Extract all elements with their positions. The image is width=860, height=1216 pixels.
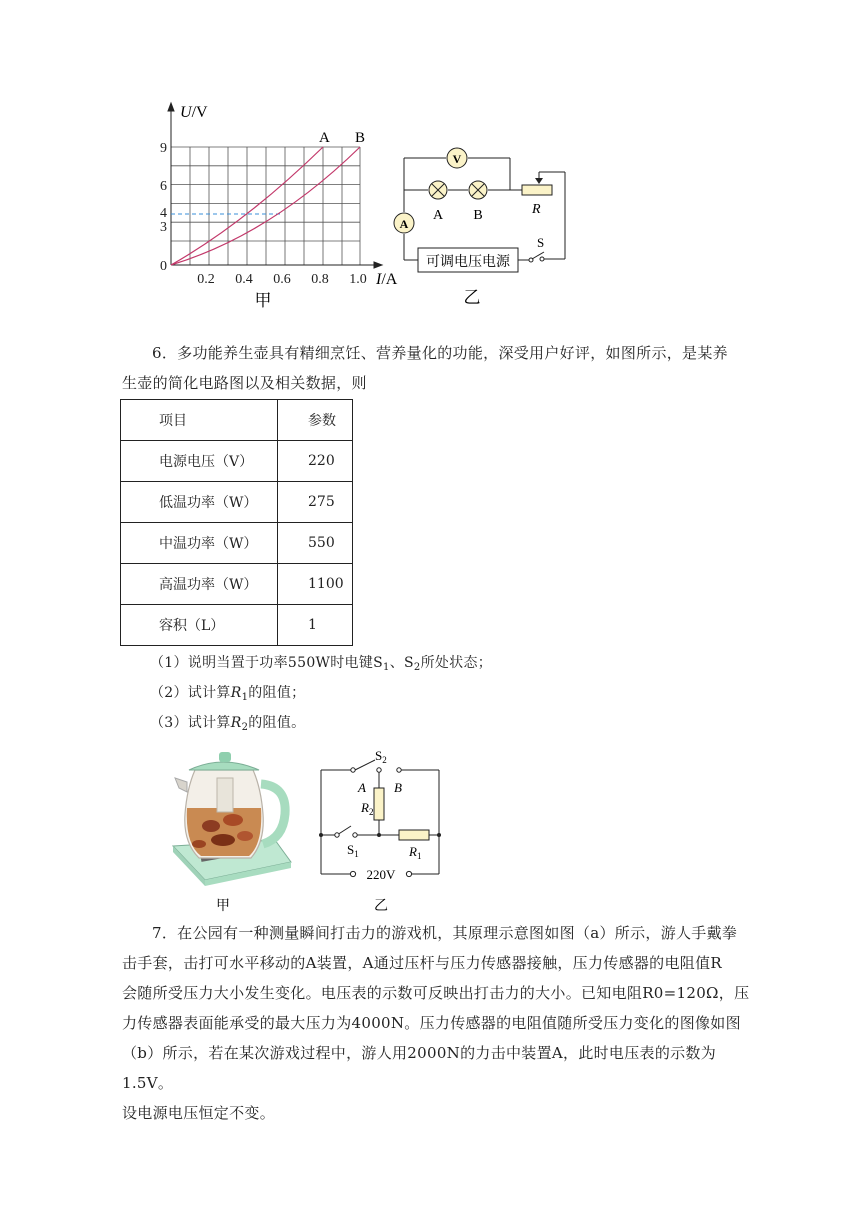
- power-source-label: 可调电压电源: [426, 255, 510, 270]
- svg-text:U/V: [180, 104, 208, 121]
- rheostat-label: R: [532, 202, 541, 217]
- ui-graph-figure: [150, 95, 430, 315]
- resistor-r2-icon: [374, 788, 384, 820]
- table-cell: 容积（L）: [121, 605, 278, 646]
- ui-circuit-figure-top: [392, 140, 582, 315]
- kettle-circuit: [315, 748, 455, 913]
- y-tick-6: 6: [160, 179, 167, 194]
- r2-label: R: [361, 800, 369, 815]
- y-tick-0: 0: [160, 259, 167, 274]
- lamp-a-label: A: [432, 208, 444, 223]
- s1-label: S: [347, 842, 355, 857]
- table-header-row: [121, 400, 353, 441]
- kettle-circuit-caption: 乙: [374, 899, 388, 913]
- point-a-label: A: [358, 780, 366, 795]
- resistor-r1-icon: [399, 830, 429, 840]
- problem7-line-1: 7．在公园有一种测量瞬间打击力的游戏机，其原理示意图如图（a）所示，游人手戴拳: [152, 924, 738, 942]
- problem6-question-1: （1）说明当置于功率550W时电键$S_1$、$S_2$所处状态；: [150, 655, 493, 673]
- problem7-line-5: （b）所示，若在某次游戏过程中，游人用2000N的力击中装置A，此时电压表的示数为1.5V。: [122, 1044, 717, 1092]
- table-row: [121, 605, 353, 646]
- table-cell: 1100: [278, 564, 353, 605]
- x-axis-label-unit: /A: [381, 271, 398, 288]
- spec-table: [120, 399, 353, 646]
- problem6-intro: 6．多功能养生壶具有精细烹饪、营养量化的功能，深受用户好评，如图所示，是某养生壶的简化电路图以及相关数据，则: [122, 344, 728, 392]
- graph-axes: [168, 103, 382, 268]
- curve-label-b: B: [355, 130, 366, 146]
- y-tick-9: 9: [160, 141, 167, 156]
- table-row: [121, 482, 353, 523]
- table-header-item: 项目: [121, 400, 278, 441]
- table-row: [121, 523, 353, 564]
- table-cell: 550: [278, 523, 353, 564]
- voltmeter-label: V: [452, 152, 462, 166]
- kettle-image: [165, 748, 295, 913]
- table-cell: 1: [278, 605, 353, 646]
- table-cell: 低温功率（W）: [121, 482, 278, 523]
- table-row: [121, 564, 353, 605]
- x-tick-0.2: 0.2: [197, 272, 215, 287]
- lamp-b-label: B: [473, 208, 483, 223]
- problem7-text: [122, 918, 762, 1128]
- y-tick-4: 4: [160, 206, 167, 221]
- problem6-question-2: （2）试计算$R_1$的阻值；: [150, 685, 306, 703]
- s2-label: S: [375, 748, 383, 763]
- problem7-line-6: 设电源电压恒定不变。: [122, 1104, 276, 1122]
- ammeter-label: A: [399, 217, 409, 231]
- voltage-label: 220V: [366, 867, 396, 882]
- problem7-line-4: 力传感器表面能承受的最大压力为4000N。压力传感器的电阻值随所受压力变化的图像如图: [122, 1014, 741, 1032]
- curve-label-a: A: [319, 130, 330, 146]
- circuit-caption: 乙: [463, 288, 481, 307]
- x-tick-0.8: 0.8: [311, 272, 329, 287]
- x-tick-0.6: 0.6: [273, 272, 291, 287]
- y-tick-3: 3: [160, 220, 167, 235]
- svg-text:R1: $R_1$: [409, 844, 422, 861]
- x-axis-label-symbol: I: [376, 271, 382, 288]
- y-axis-label-unit: /V: [191, 104, 208, 121]
- x-tick-1.0: 1.0: [349, 272, 367, 287]
- table-cell: 中温功率（W）: [121, 523, 278, 564]
- table-cell: 220: [278, 441, 353, 482]
- table-cell: 高温功率（W）: [121, 564, 278, 605]
- problem7-line-3: 会随所受压力大小发生变化。电压表的示数可反映出打击力的大小。已知电阻R0=120Ω，压: [122, 984, 750, 1002]
- svg-text:R2: $R_2$: [361, 800, 374, 817]
- table-cell: 电源电压（V）: [121, 441, 278, 482]
- r1-label: R: [409, 844, 417, 859]
- problem6-question-3: （3）试计算$R_2$的阻值。: [150, 715, 306, 733]
- table-row: [121, 441, 353, 482]
- graph-caption: 甲: [254, 291, 272, 310]
- problem7-line-2: 击手套，击打可水平移动的A装置，A通过压杆与压力传感器接触，压力传感器的电阻值R: [122, 954, 722, 972]
- rheostat-icon: [522, 185, 552, 195]
- svg-text:S2: $S_2$: [375, 748, 387, 765]
- switch-label: S: [537, 235, 545, 250]
- table-cell: 275: [278, 482, 353, 523]
- point-b-label: B: [394, 780, 402, 795]
- x-tick-0.4: 0.4: [235, 272, 253, 287]
- svg-text:S1: $S_1$: [347, 842, 359, 859]
- kettle-caption: 甲: [216, 899, 230, 913]
- table-header-param: 参数: [278, 400, 353, 441]
- y-axis-label-symbol: U: [180, 104, 192, 121]
